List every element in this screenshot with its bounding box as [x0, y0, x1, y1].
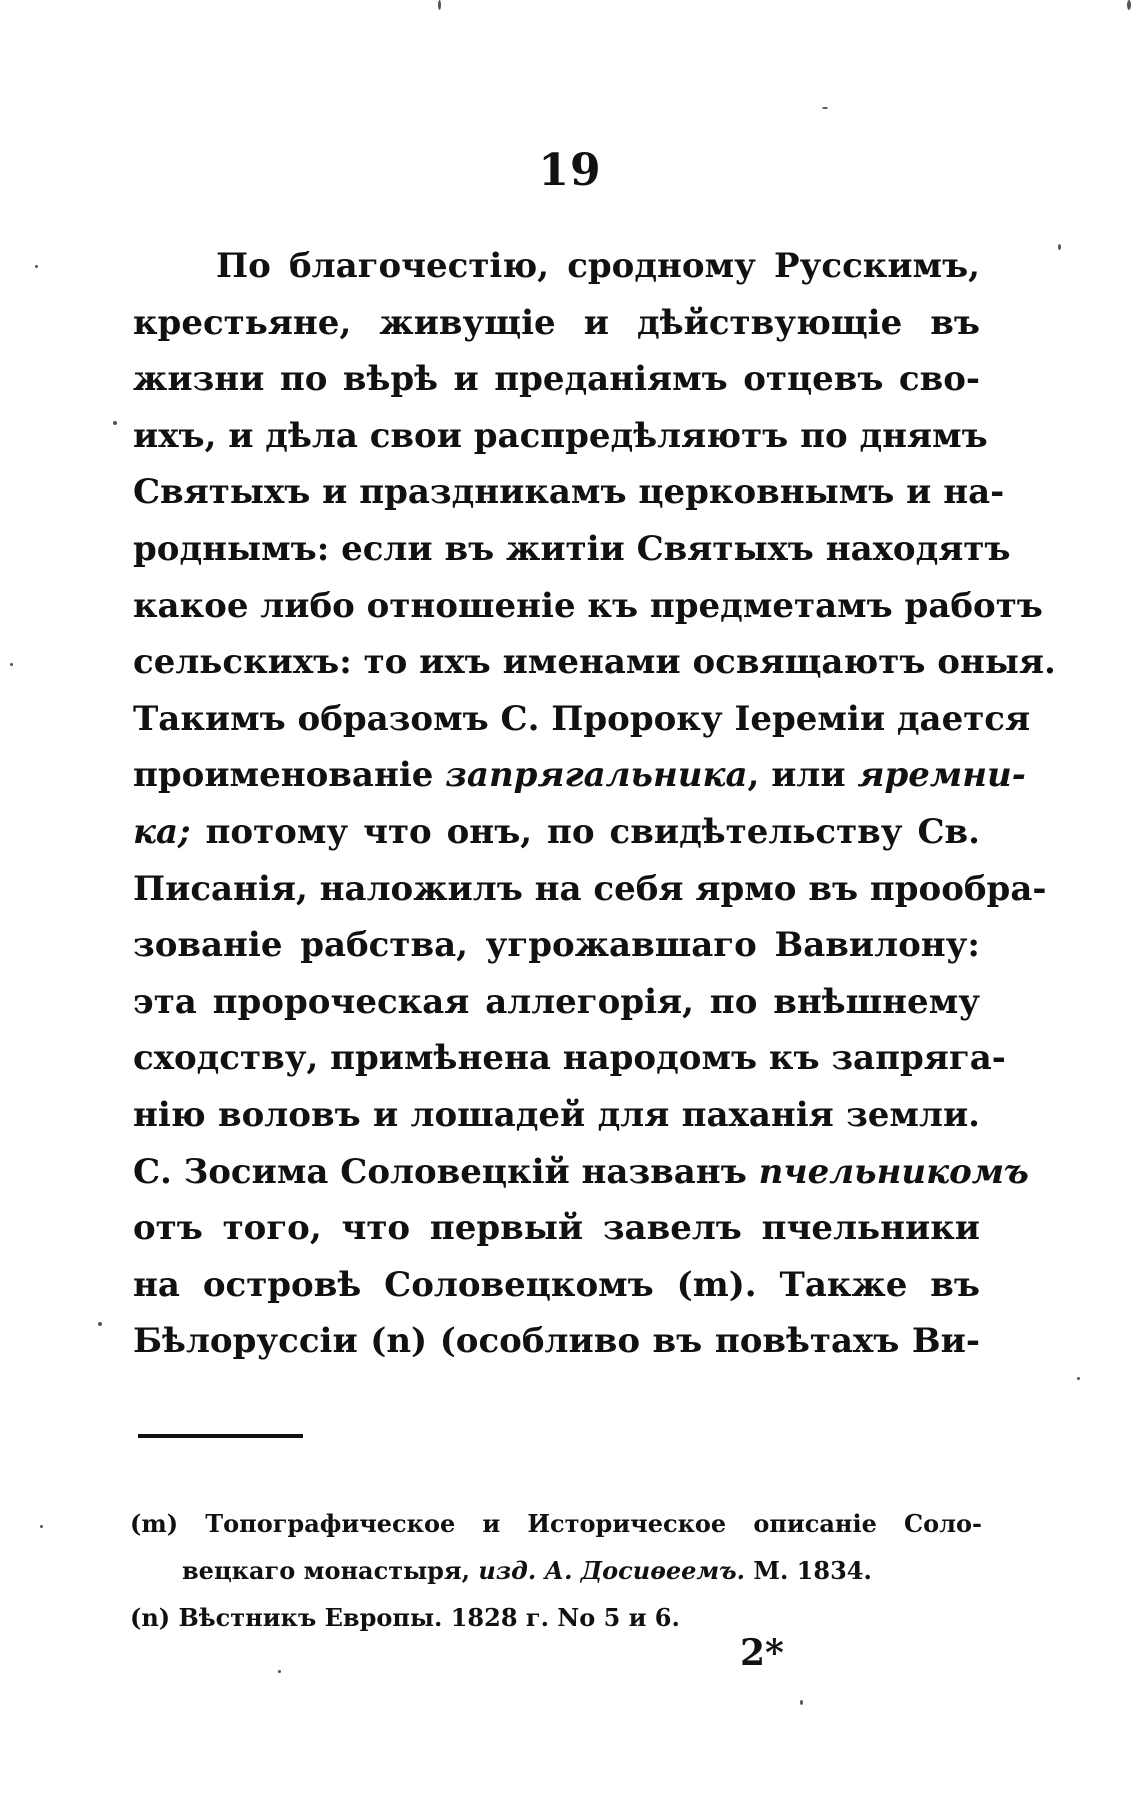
text-run: (m) Топографическое и Историческое описаніе Соло-	[130, 1509, 982, 1538]
signature-mark: 2*	[740, 1632, 784, 1674]
text-line	[133, 747, 1026, 804]
text-line	[133, 917, 980, 974]
text-line	[133, 578, 1043, 635]
footnote-separator	[138, 1434, 303, 1438]
scan-speck	[438, 0, 441, 10]
scan-speck	[800, 1700, 803, 1705]
italic-run: ка;	[133, 811, 191, 852]
text-run: , или	[747, 755, 858, 796]
scan-speck	[822, 107, 828, 109]
text-line	[133, 634, 1056, 691]
text-run: (n) Вѣстникъ Европы. 1828 г. No 5 и 6.	[130, 1603, 680, 1632]
text-line	[133, 238, 980, 295]
scan-speck	[278, 1670, 281, 1673]
text-run: какое либо отношеніе къ предметамъ работъ	[133, 585, 1043, 626]
text-run: С. Зосима Соловецкій названъ	[133, 1151, 759, 1192]
text-run: Такимъ образомъ С. Пророку Іереміи дается	[133, 698, 1031, 739]
text-line	[133, 804, 980, 861]
italic-run: пчельникомъ	[758, 1151, 1029, 1192]
text-line	[133, 464, 1005, 521]
scan-speck	[40, 1525, 43, 1528]
text-line	[133, 1144, 1029, 1201]
text-line	[133, 295, 980, 352]
text-run: эта пророческая аллегорія, по внѣшнему	[133, 981, 980, 1022]
text-run: По благочестію, сродному Русскимъ,	[216, 246, 980, 286]
text-run: роднымъ: если въ житіи Святыхъ находятъ	[133, 528, 1011, 569]
footnotes	[130, 1500, 982, 1641]
scan-speck	[1058, 244, 1061, 250]
scan-speck	[1127, 0, 1131, 10]
text-run: отъ того, что первый завелъ пчельники	[133, 1208, 980, 1249]
text-run: проименованіе	[133, 755, 446, 796]
text-run: на островѣ Соловецкомъ (m). Также въ	[133, 1264, 980, 1305]
scan-speck	[98, 1322, 102, 1326]
text-run: вецкаго монастыря,	[182, 1556, 479, 1585]
text-line	[133, 1087, 980, 1144]
page-number: 19	[538, 145, 602, 196]
text-line	[133, 861, 1047, 918]
text-line	[133, 521, 1011, 578]
text-run: сходству, примѣнена народомъ къ запряга-	[133, 1038, 1006, 1079]
text-line	[133, 408, 988, 465]
italic-run: запрягальника	[445, 755, 748, 796]
text-line	[133, 1200, 980, 1257]
scan-speck	[35, 265, 38, 268]
footnote-line	[130, 1547, 982, 1594]
text-run: Писанія, наложилъ на себя ярмо въ прообра-	[133, 868, 1047, 909]
body-text	[133, 238, 1056, 1370]
footnote-line	[130, 1500, 982, 1547]
text-run: зованіе рабства, угрожавшаго Вавилону:	[133, 925, 980, 966]
text-line	[133, 1257, 980, 1314]
text-run: ихъ, и дѣла свои распредѣляютъ по днямъ	[133, 415, 988, 456]
italic-run: яремни-	[857, 755, 1026, 796]
scan-speck	[10, 663, 13, 666]
text-run: потому что онъ, по свидѣтельству Св.	[190, 811, 980, 852]
italic-run: изд. А. Досиѳеемъ.	[478, 1556, 746, 1585]
text-run: М. 1834.	[745, 1556, 872, 1585]
text-line	[133, 974, 980, 1031]
text-run: крестьяне, живущіе и дѣйствующіе въ	[133, 302, 980, 343]
text-line	[133, 1313, 980, 1370]
text-run: Бѣлоруссіи (n) (особливо въ повѣтахъ Ви-	[133, 1321, 980, 1362]
text-run: нію воловъ и лошадей для паханія земли.	[133, 1094, 980, 1135]
text-run: сельскихъ: то ихъ именами освящаютъ оныя.	[133, 642, 1056, 683]
text-line	[133, 691, 1031, 748]
text-run: Святыхъ и праздникамъ церковнымъ и на-	[133, 472, 1005, 513]
scan-speck	[1077, 1377, 1080, 1380]
footnote-line	[130, 1594, 982, 1641]
scan-speck	[113, 421, 117, 425]
text-line	[133, 1030, 1006, 1087]
text-run: жизни по вѣрѣ и преданіямъ отцевъ сво-	[133, 359, 980, 400]
text-line	[133, 351, 980, 408]
